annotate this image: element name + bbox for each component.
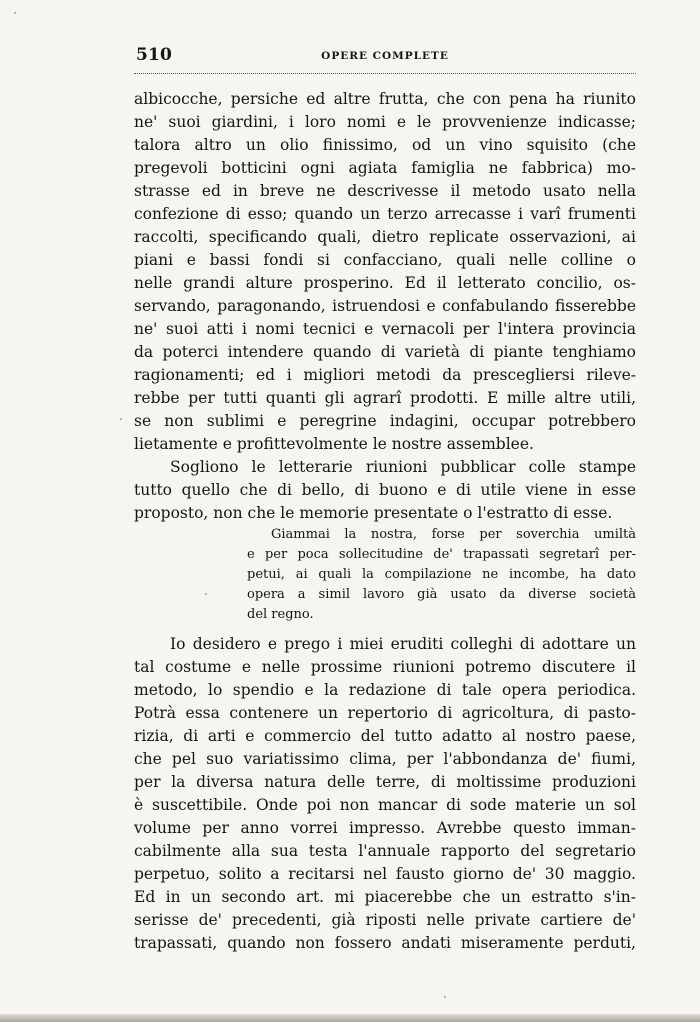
- text-line: Ed in un secondo art. mi piacerebbe che un estratto s'in-: [134, 888, 636, 906]
- page-header: [134, 44, 636, 70]
- text-line: ne' suoi atti i nomi tecnici e vernacoli per l'intera provincia: [134, 320, 636, 338]
- text-line: proposto, non che le memorie presentate o l'estratto di esse.: [134, 504, 613, 522]
- text-line: albicocche, persiche ed altre frutta, che con pena ha riunito: [134, 90, 636, 108]
- text-line: Potrà essa contenere un repertorio di agricoltura, di pasto-: [134, 704, 636, 722]
- text-line: se non sublimi e peregrine indagini, occupar potrebbero: [134, 412, 636, 430]
- footnote-line: Giammai la nostra, forse per soverchia umiltà: [271, 527, 636, 542]
- text-line: tutto quello che di bello, di buono e di utile viene in esse: [134, 481, 636, 499]
- text-line: che pel suo variatissimo clima, per l'abbondanza de' fiumi,: [134, 750, 636, 768]
- running-title: OPERE COMPLETE: [321, 50, 449, 62]
- text-line: rebbe per tutti quanti gli agrarî prodotti. E mille altre utili,: [134, 389, 636, 407]
- text-line: piani e bassi fondi si confacciano, quali nelle colline o: [134, 251, 636, 269]
- scan-speck: [205, 593, 207, 595]
- scan-speck: [14, 12, 16, 14]
- text-line: tal costume e nelle prossime riunioni potremo discutere il: [134, 658, 636, 676]
- text-line: rizia, di arti e commercio del tutto adatto al nostro paese,: [134, 727, 636, 745]
- text-line: ne' suoi giardini, i loro nomi e le provvenienze indicasse;: [134, 113, 636, 131]
- footnote-line: opera a simil lavoro già usato da diverse società: [247, 587, 636, 602]
- text-line: ragionamenti; ed i migliori metodi da prescegliersi rileve-: [134, 366, 636, 384]
- text-line: cabilmente alla sua testa l'annuale rapporto del segretario: [134, 842, 636, 860]
- footnote-line: petui, ai quali la compilazione ne incombe, ha dato: [247, 567, 636, 582]
- text-line: per la diversa natura delle terre, di moltissime produzioni: [134, 773, 636, 791]
- text-line: è suscettibile. Onde poi non mancar di sode materie un sol: [134, 796, 636, 814]
- scan-speck: [120, 418, 122, 420]
- scan-bottom-edge: [0, 1014, 700, 1022]
- footnote-line: del regno.: [247, 607, 314, 622]
- text-line: lietamente e profittevolmente le nostre assemblee.: [134, 435, 534, 453]
- text-line: servando, paragonando, istruendosi e confabulando fisserebbe: [134, 297, 636, 315]
- text-line: pregevoli botticini ogni agiata famiglia ne fabbrica) mo-: [134, 159, 636, 177]
- paragraph-first-line: Io desidero e prego i miei eruditi colleghi di adottare un: [170, 635, 636, 653]
- text-line: perpetuo, solito a recitarsi nel fausto giorno de' 30 maggio.: [134, 865, 636, 883]
- text-line: talora altro un olio finissimo, od un vino squisito (che: [134, 136, 636, 154]
- text-line: metodo, lo spendio e la redazione di tale opera periodica.: [134, 681, 636, 699]
- header-dotted-rule: [134, 73, 636, 74]
- paragraph-first-line: Sogliono le letterarie riunioni pubblicar colle stampe: [170, 458, 636, 476]
- text-line: trapassati, quando non fossero andati miseramente perduti,: [134, 934, 636, 952]
- text-line: confezione di esso; quando un terzo arrecasse i varî frumenti: [134, 205, 636, 223]
- text-line: raccolti, specificando quali, dietro replicate osservazioni, ai: [134, 228, 636, 246]
- text-line: nelle grandi alture prosperino. Ed il letterato concilio, os-: [134, 274, 636, 292]
- scan-speck: [444, 996, 446, 998]
- text-line: volume per anno vorrei impresso. Avrebbe questo imman-: [134, 819, 636, 837]
- page-number: 510: [136, 45, 173, 65]
- text-line: serisse de' precedenti, già riposti nelle private cartiere de': [134, 911, 636, 929]
- footnote-line: e per poca sollecitudine de' trapassati segretarî per-: [247, 547, 636, 562]
- text-line: strasse ed in breve ne descrivesse il metodo usato nella: [134, 182, 636, 200]
- text-line: da poterci intendere quando di varietà di piante tenghiamo: [134, 343, 636, 361]
